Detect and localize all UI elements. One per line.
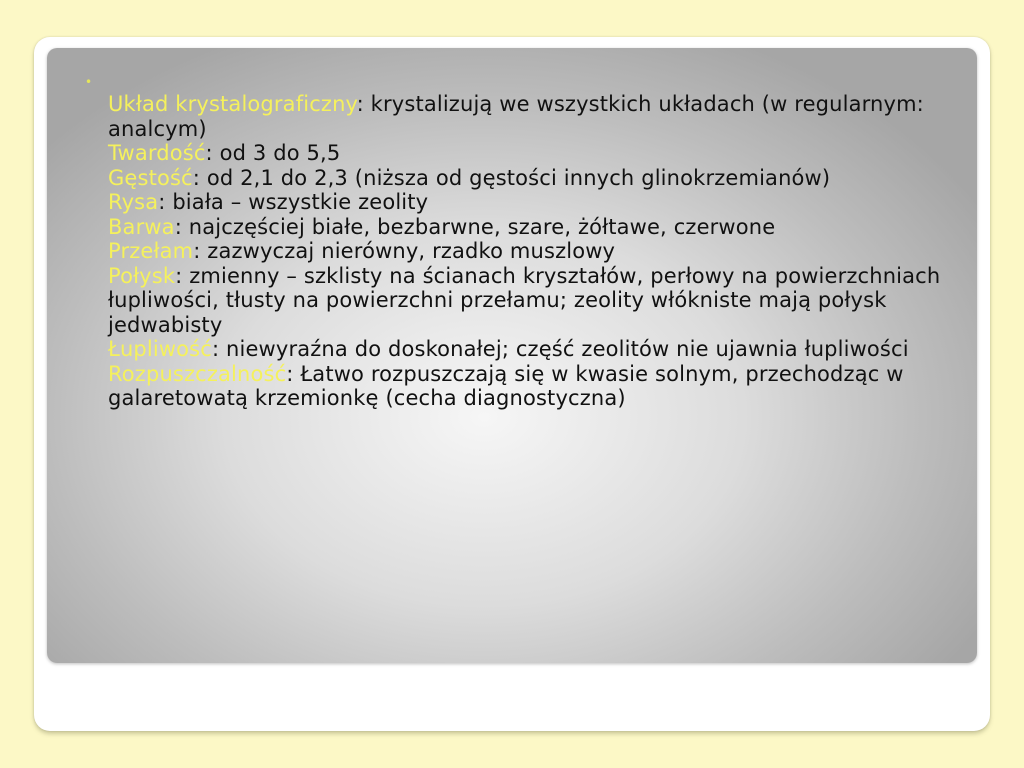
property-hardness [108,141,953,166]
property-text: : niewyraźna do doskonałej; część zeolitów nie ujawnia łupliwości [211,337,909,361]
property-color [108,215,953,240]
property-text: : zazwyczaj nierówny, rzadko muszlowy [193,239,616,263]
property-text: : krystalizują we wszystkich układach (w regularnym: analcym) [108,92,924,141]
property-crystal-system [108,92,953,141]
content-panel [47,48,977,663]
property-label: Barwa [108,214,175,239]
property-text: : Łatwo rozpuszczają się w kwasie solnym, przechodząc w galaretowatą krzemionkę (cecha diagnostyczna) [108,361,904,410]
property-cleavage [108,337,953,362]
property-text: : od 2,1 do 2,3 (niższa od gęstości innych glinokrzemianów) [192,165,831,190]
property-text: : od 3 do 5,5 [205,141,341,165]
property-solubility [108,362,953,411]
property-list [108,92,953,411]
property-density [108,166,953,191]
property-luster [108,264,953,338]
property-fracture [108,239,953,264]
property-label: Układ krystalograficzny [108,92,357,116]
property-streak [108,190,953,215]
property-text: : biała – wszystkie zeolity [158,190,429,214]
property-label: Łupliwość [108,337,212,361]
property-label: Połysk [108,263,176,288]
bullet-icon: • [85,75,93,89]
property-text: : najczęściej białe, bezbarwne, szare, żółtawe, czerwone [174,214,776,239]
property-label: Twardość [108,141,206,165]
property-label: Przełam [108,239,194,263]
property-label: Gęstość [108,165,193,190]
property-label: Rozpuszczalność [108,361,287,386]
property-text: : zmienny – szklisty na ścianach kryształów, perłowy na powierzchniach łupliwości, tłusty na powierzchni przełamu; zeolity włókniste mają połysk jedwabisty [108,263,941,337]
property-label: Rysa [108,190,159,214]
